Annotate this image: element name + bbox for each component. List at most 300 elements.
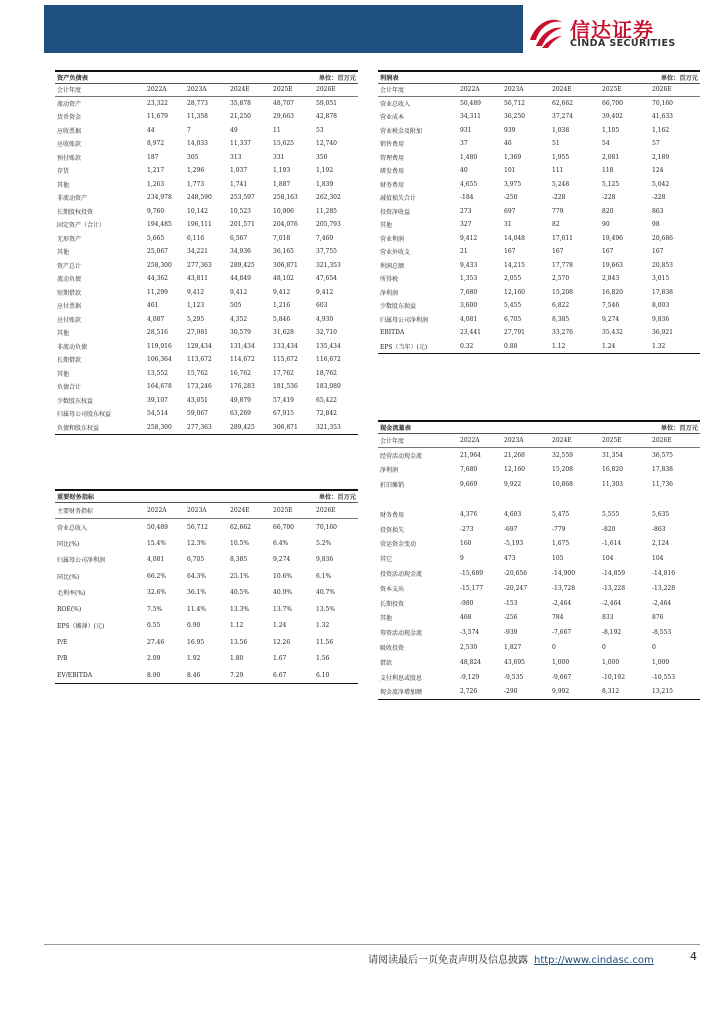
row-value: 54,514: [147, 410, 168, 418]
row-value: -13,228: [602, 584, 626, 592]
row-value: 1.12: [230, 622, 244, 630]
row-value: 70,160: [652, 100, 673, 107]
row-value: 33,276: [552, 329, 573, 337]
row-value: 21,250: [230, 113, 251, 121]
row-value: 167: [504, 248, 516, 256]
income-statement-table: [378, 70, 700, 354]
row-value: 8,312: [600, 685, 650, 700]
header-year: 2024E: [228, 83, 271, 97]
table-row: [55, 97, 358, 111]
row-value: 4,603: [504, 510, 522, 518]
header-year: 2022A: [145, 502, 185, 519]
row-label: 筹资活动现金流: [380, 630, 423, 638]
row-value: 820: [602, 207, 614, 215]
header-year: 2025E: [271, 83, 314, 97]
row-value: 194,485: [147, 221, 172, 229]
row-value: 12.3%: [187, 539, 207, 547]
row-value: 8,385: [552, 315, 570, 323]
header-year: 2025E: [271, 502, 314, 519]
row-value: 20,686: [652, 234, 673, 242]
row-value: 258,163: [273, 194, 298, 202]
table-header-row: [55, 83, 358, 97]
row-value: 34,221: [187, 248, 208, 256]
row-value: 66,700: [273, 523, 294, 531]
table-unit: 单位：百万元: [271, 71, 358, 83]
row-value: 32.6%: [147, 589, 167, 597]
row-value: -14,816: [652, 570, 676, 578]
row-value: 9,412: [230, 288, 248, 296]
row-value: 11,303: [602, 481, 623, 489]
row-value: 327: [460, 221, 472, 229]
row-value: -15,177: [460, 584, 484, 592]
row-value: 15,208: [552, 466, 573, 474]
row-value: 54: [602, 140, 610, 148]
table-header-row: [378, 433, 700, 448]
row-value: 2,843: [602, 275, 620, 283]
row-label: 长期投资: [380, 600, 405, 608]
row-value: 43,811: [187, 275, 208, 283]
row-value: 10,906: [273, 207, 294, 215]
row-value: -863: [652, 525, 666, 533]
row-value: 331: [273, 153, 285, 161]
table-row: [378, 272, 700, 286]
row-label: EBITDA: [380, 329, 405, 337]
row-label: 少数股东损益: [380, 303, 417, 311]
row-value: 7,680: [460, 466, 478, 474]
table-row: [55, 205, 358, 219]
row-value: 131,434: [230, 342, 255, 350]
row-value: 5,555: [602, 510, 620, 518]
table-row: [378, 522, 700, 537]
page-number: 4: [690, 950, 697, 963]
row-value: 17,838: [652, 466, 673, 474]
table-header-row: [378, 83, 700, 97]
row-value: 11,285: [316, 207, 337, 215]
row-value: 939: [504, 126, 516, 134]
row-value: 2,124: [652, 540, 670, 548]
row-label: 应收票据: [57, 127, 82, 135]
row-value: 7,546: [602, 302, 620, 310]
row-label: 营业外收支: [380, 249, 411, 257]
row-value: 70,160: [316, 523, 337, 531]
table-row: [378, 596, 700, 611]
row-value: 1,037: [230, 167, 248, 175]
row-value: -250: [504, 194, 518, 202]
row-value: 37,755: [316, 248, 337, 256]
row-value: 11,736: [652, 481, 673, 489]
row-value: 4,930: [316, 315, 334, 323]
table-row: [55, 110, 358, 124]
row-value: 2,055: [504, 275, 522, 283]
row-value: 50,489: [460, 100, 481, 107]
table-row: [378, 625, 700, 640]
table-row: [378, 245, 700, 259]
row-value: 114,672: [230, 356, 255, 364]
table-title-row: [378, 71, 700, 83]
row-value: 234,978: [147, 194, 172, 202]
table-title-row: [378, 421, 700, 433]
row-value: 31: [504, 221, 512, 229]
row-value: 35,878: [230, 100, 251, 107]
table-row: [55, 124, 358, 138]
row-value: 350: [316, 153, 328, 161]
row-value: -20,656: [504, 570, 528, 578]
table-unit: 单位：百万元: [600, 71, 700, 83]
row-value: 13.56: [230, 638, 248, 646]
row-value: 51: [552, 140, 560, 148]
table-row: [55, 568, 358, 585]
row-value: 321,353: [316, 261, 341, 269]
row-value: 11: [273, 126, 281, 134]
row-value: 43,051: [187, 396, 208, 404]
row-label: 无形资产: [57, 235, 82, 243]
table-row: [55, 634, 358, 651]
row-value: 16,820: [602, 466, 623, 474]
row-value: 129,434: [187, 342, 212, 350]
row-value: 9,412: [187, 288, 205, 296]
row-value: 13,215: [650, 685, 700, 700]
row-value: 118: [602, 167, 614, 175]
row-value: 72,842: [316, 410, 337, 418]
row-value: 167: [552, 248, 564, 256]
row-label: 负债和股东权益: [55, 421, 145, 435]
row-value: 1,773: [187, 180, 205, 188]
table-row: [378, 313, 700, 327]
row-value: 306,871: [273, 261, 298, 269]
table-row: [55, 218, 358, 232]
logo-chinese-text: 信达证券: [570, 18, 654, 42]
row-value: 7.5%: [147, 605, 163, 613]
table-row: [378, 611, 700, 626]
row-value: 1,353: [460, 275, 478, 283]
row-label: 营业税金及附加: [380, 127, 423, 135]
table-row: [55, 232, 358, 246]
row-value: 1,000: [652, 658, 670, 666]
row-value: 6,705: [187, 556, 205, 564]
table-row: [378, 477, 700, 492]
table-row: [378, 685, 700, 700]
row-value: 9,669: [460, 481, 478, 489]
row-value: -228: [652, 194, 666, 202]
row-value: 62,662: [552, 100, 573, 107]
table-row: [55, 585, 358, 602]
row-value: 37: [460, 140, 468, 148]
row-label: 其他: [57, 249, 70, 257]
row-value: 48,707: [273, 100, 294, 107]
row-value: 4,087: [147, 315, 165, 323]
row-value: -8,192: [602, 629, 622, 637]
row-value: 116,672: [316, 356, 341, 364]
row-label: 投资活动现金流: [380, 571, 423, 579]
row-value: 248,590: [187, 194, 212, 202]
row-value: 59,067: [187, 410, 208, 418]
row-value: 13,552: [147, 369, 168, 377]
row-value: 17,762: [273, 369, 294, 377]
row-value: 16,820: [602, 288, 623, 296]
row-value: 5,042: [652, 180, 670, 188]
row-value: 2.09: [147, 655, 161, 663]
row-value: -697: [504, 525, 518, 533]
row-label: 固定资产（合计）: [57, 222, 106, 230]
row-value: 7: [187, 126, 191, 134]
row-value: 167: [652, 248, 664, 256]
table-title: 重要财务指标: [55, 490, 271, 502]
row-value: 2,081: [602, 153, 620, 161]
row-value: 0.90: [187, 622, 201, 630]
row-label: 其他: [380, 615, 393, 623]
row-value: 37,274: [552, 113, 573, 121]
row-value: 53: [316, 126, 324, 134]
row-value: 11.4%: [187, 605, 207, 613]
row-value: 258,300: [147, 261, 172, 269]
row-value: 47,654: [316, 275, 337, 283]
row-value: -2,464: [652, 599, 672, 607]
row-value: 27,791: [504, 329, 525, 337]
row-value: 321,353: [314, 421, 358, 435]
row-value: 64.3%: [187, 572, 207, 580]
header-year: 2023A: [185, 502, 228, 519]
table-row: [378, 218, 700, 232]
balance-sheet-table: [55, 70, 358, 435]
table-row: [55, 601, 358, 618]
header-label: 会计年度: [55, 83, 145, 97]
row-label: 短期借款: [57, 289, 82, 297]
logo-english-text: CINDA SECURITIES: [570, 38, 676, 49]
row-value: 19,663: [602, 261, 623, 269]
row-value: 6.1%: [316, 572, 332, 580]
row-value: 196,111: [187, 221, 212, 229]
row-value: 11,337: [230, 140, 251, 148]
row-label: 支付利息或股息: [380, 674, 423, 682]
row-value: -184: [460, 194, 474, 202]
spacer-row: [378, 492, 700, 507]
row-value: 98: [652, 221, 660, 229]
row-value: 1,827: [504, 644, 522, 652]
row-value: 36.1%: [187, 589, 207, 597]
row-label: 管理费用: [380, 154, 405, 162]
table-row: [378, 232, 700, 246]
row-label: 投资损失: [380, 526, 405, 534]
row-label: ROE(%): [57, 605, 82, 613]
row-value: 5,846: [273, 315, 291, 323]
row-value: 468: [460, 614, 472, 622]
row-value: 11.56: [316, 638, 334, 646]
table-title-row: [55, 490, 358, 502]
row-value: 1,162: [652, 126, 670, 134]
table-row: [378, 670, 700, 685]
header-label: 会计年度: [378, 83, 458, 97]
row-value: 8.46: [185, 667, 228, 684]
row-value: 10.6%: [273, 572, 293, 580]
row-value: -5,193: [504, 540, 524, 548]
table-row: [55, 519, 358, 536]
table-row: [378, 551, 700, 566]
table-row: [55, 299, 358, 313]
row-value: 181,536: [273, 383, 298, 391]
row-value: 90: [602, 221, 610, 229]
row-value: 44,362: [147, 275, 168, 283]
row-value: 863: [652, 207, 664, 215]
row-value: 1.24: [273, 622, 287, 630]
row-value: 876: [652, 614, 664, 622]
row-label: 净利润: [380, 467, 399, 475]
table-row: [55, 137, 358, 151]
table-row: [55, 340, 358, 354]
row-value: 4,655: [460, 180, 478, 188]
table-row: [378, 137, 700, 151]
row-value: 7,469: [316, 234, 334, 242]
table-row: [55, 272, 358, 286]
row-value: 15.4%: [147, 539, 167, 547]
row-value: 82: [552, 221, 560, 229]
row-value: -2,464: [552, 599, 572, 607]
row-value: -8,553: [652, 629, 672, 637]
row-value: 1,192: [316, 167, 334, 175]
row-value: 305: [187, 153, 199, 161]
row-value: 17,838: [652, 288, 673, 296]
footer-rule: [44, 944, 700, 945]
row-value: 115,672: [273, 356, 298, 364]
row-value: 173,246: [187, 383, 212, 391]
table-row: [378, 259, 700, 273]
table-row: [55, 313, 358, 327]
row-value: 104: [652, 555, 664, 563]
row-value: 15,208: [552, 288, 573, 296]
row-value: 0: [652, 644, 656, 652]
row-label: 其他: [380, 222, 393, 230]
row-value: 25.1%: [230, 572, 250, 580]
row-value: 119,916: [147, 342, 172, 350]
row-value: 12,740: [316, 140, 337, 148]
row-value: 14,033: [187, 140, 208, 148]
row-value: -14,900: [552, 570, 576, 578]
row-value: 5,248: [552, 180, 570, 188]
table-row: [378, 164, 700, 178]
row-value: 1.67: [273, 655, 287, 663]
row-value: 9,760: [147, 207, 165, 215]
row-value: 29,663: [273, 113, 294, 121]
row-value: 5,475: [552, 510, 570, 518]
row-value: 289,425: [230, 261, 255, 269]
row-value: 40.5%: [230, 589, 250, 597]
header-year: 2022A: [458, 433, 502, 448]
row-label: 流动资产: [57, 101, 82, 108]
row-value: 1,887: [273, 180, 291, 188]
row-value: 1,675: [552, 540, 570, 548]
header-year: 2022A: [458, 83, 502, 97]
row-value: 9,274: [602, 315, 620, 323]
row-value: 5,295: [187, 315, 205, 323]
row-value: 5,455: [504, 302, 522, 310]
table-unit: 单位：百万元: [600, 421, 700, 433]
row-value: 1.32: [650, 340, 700, 354]
row-value: 1,123: [187, 302, 205, 310]
row-value: -228: [552, 194, 566, 202]
row-value: 4,081: [147, 556, 165, 564]
row-value: 104: [602, 555, 614, 563]
row-value: 11,358: [187, 113, 208, 121]
row-value: 1,480: [460, 153, 478, 161]
row-value: 1,193: [273, 167, 291, 175]
row-value: 16,762: [230, 369, 251, 377]
row-value: 201,571: [230, 221, 255, 229]
row-value: 57,419: [273, 396, 294, 404]
row-value: 30,579: [230, 329, 251, 337]
row-label: 归属母公司股东权益: [57, 411, 112, 419]
row-value: 6.4%: [273, 539, 289, 547]
row-value: 31,354: [602, 451, 623, 459]
row-label: 借款: [380, 659, 393, 667]
row-label: 归属母公司净利润: [57, 557, 106, 565]
row-value: 1,217: [147, 167, 165, 175]
row-label: 同比(%): [57, 573, 80, 581]
row-value: 9,836: [652, 315, 670, 323]
row-value: -7,667: [552, 629, 572, 637]
row-value: 56,712: [504, 100, 525, 107]
row-value: 1,000: [552, 658, 570, 666]
row-value: 1,038: [552, 126, 570, 134]
row-value: 3,600: [460, 302, 478, 310]
row-value: 15,762: [187, 369, 208, 377]
row-value: 63,269: [230, 410, 251, 418]
table-row: [55, 421, 358, 435]
spacer-cell: [378, 492, 700, 507]
row-value: 277,363: [185, 421, 228, 435]
row-value: 13.3%: [230, 605, 250, 613]
row-value: 36,165: [273, 248, 294, 256]
row-value: 40.7%: [316, 589, 336, 597]
row-value: 27,981: [187, 329, 208, 337]
row-value: 0: [552, 644, 556, 652]
row-value: 23,322: [147, 100, 168, 107]
table-row: [55, 367, 358, 381]
row-label: 其他: [57, 370, 70, 378]
row-value: 273: [460, 207, 472, 215]
row-value: 31,628: [273, 329, 294, 337]
row-value: 135,434: [316, 342, 341, 350]
row-label: 吸收投资: [380, 645, 405, 653]
row-value: 1.12: [550, 340, 600, 354]
row-label: 预付账款: [57, 154, 82, 162]
table-row: [55, 151, 358, 165]
cash-flow-table: [378, 420, 700, 700]
row-label: 应收账款: [57, 141, 82, 149]
row-label: 负债合计: [57, 384, 82, 392]
row-value: 313: [230, 153, 242, 161]
row-value: 39,107: [147, 396, 168, 404]
row-value: 1,955: [552, 153, 570, 161]
row-value: 289,425: [228, 421, 271, 435]
header-year: 2022A: [145, 83, 185, 97]
website-link[interactable]: http://www.cindasc.com: [534, 955, 654, 966]
row-value: 0: [602, 644, 606, 652]
header-year: 2026E: [314, 502, 358, 519]
table-row: [55, 178, 358, 192]
row-value: 21,268: [504, 451, 525, 459]
table-row: [55, 651, 358, 668]
row-value: 6.10: [314, 667, 358, 684]
row-label: 非流动资产: [57, 195, 88, 203]
row-value: 57: [652, 140, 660, 148]
row-value: 56,712: [187, 523, 208, 531]
row-value: 2,726: [458, 685, 502, 700]
row-value: 10,868: [552, 481, 573, 489]
row-value: 6,116: [187, 234, 205, 242]
table-row: [378, 191, 700, 205]
row-value: -228: [602, 194, 616, 202]
table-row: [55, 380, 358, 394]
table-row: [55, 535, 358, 552]
